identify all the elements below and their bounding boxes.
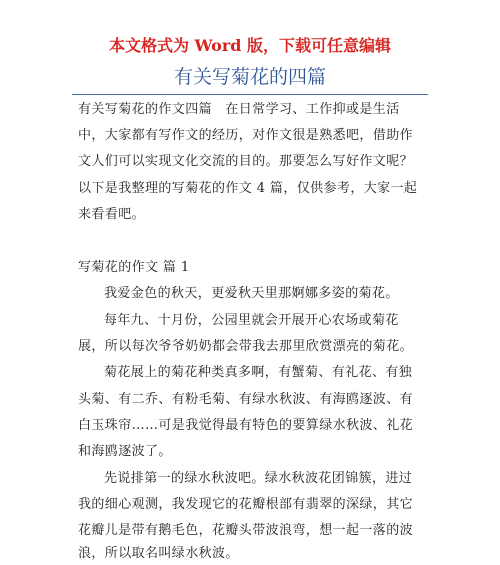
intro-line: 以下是我整理的写菊花的作文 4 篇，仅供参考，大家一起 xyxy=(78,181,418,196)
body-line: 和海鸥逐波了。 xyxy=(78,444,172,459)
body-line: 花瓣儿是带有鹅毛色，花瓣头带波浪弯，想一起一落的波 xyxy=(78,523,414,538)
body-line: 每年九、十月份，公园里就会开展开心农场或菊花 xyxy=(104,313,399,328)
body-line: 头菊、有二乔、有粉毛菊、有绿水秋波、有海鸥逐波、有 xyxy=(78,392,414,407)
body-line: 我的细心观测，我发现它的花瓣根部有翡翠的深绿，其它 xyxy=(78,497,414,512)
title-underline xyxy=(72,94,428,95)
section-heading: 写菊花的作文 篇 1 xyxy=(78,260,190,275)
format-notice-banner: 本文格式为 Word 版，下载可任意编辑 xyxy=(108,36,392,55)
body-line: 白玉珠帘……可是我觉得最有特色的要算绿水秋波、礼花 xyxy=(78,418,414,433)
body-line: 浪，所以取名叫绿水秋波。 xyxy=(78,546,239,561)
intro-line: 文人们可以实现文化交流的目的。那要怎么写好作文呢？ xyxy=(78,154,414,169)
intro-line: 有关写菊花的作文四篇 在日常学习、工作抑或是生活 xyxy=(78,102,400,117)
intro-line: 中，大家都有写作文的经历，对作文很是熟悉吧，借助作 xyxy=(78,128,414,143)
body-line: 先说排第一的绿水秋波吧。绿水秋波花团锦簇，进过 xyxy=(104,471,413,486)
body-line: 菊花展上的菊花种类真多啊，有蟹菊、有礼花、有独 xyxy=(104,365,413,380)
intro-line: 来看看吧。 xyxy=(78,207,146,222)
document-title: 有关写菊花的四篇 xyxy=(173,66,326,88)
body-line: 我爱金色的秋天，更爱秋天里那婀娜多姿的菊花。 xyxy=(104,286,399,301)
body-line: 展，所以每次爷爷奶奶都会带我去那里欣赏漂亮的菊花。 xyxy=(78,339,414,354)
